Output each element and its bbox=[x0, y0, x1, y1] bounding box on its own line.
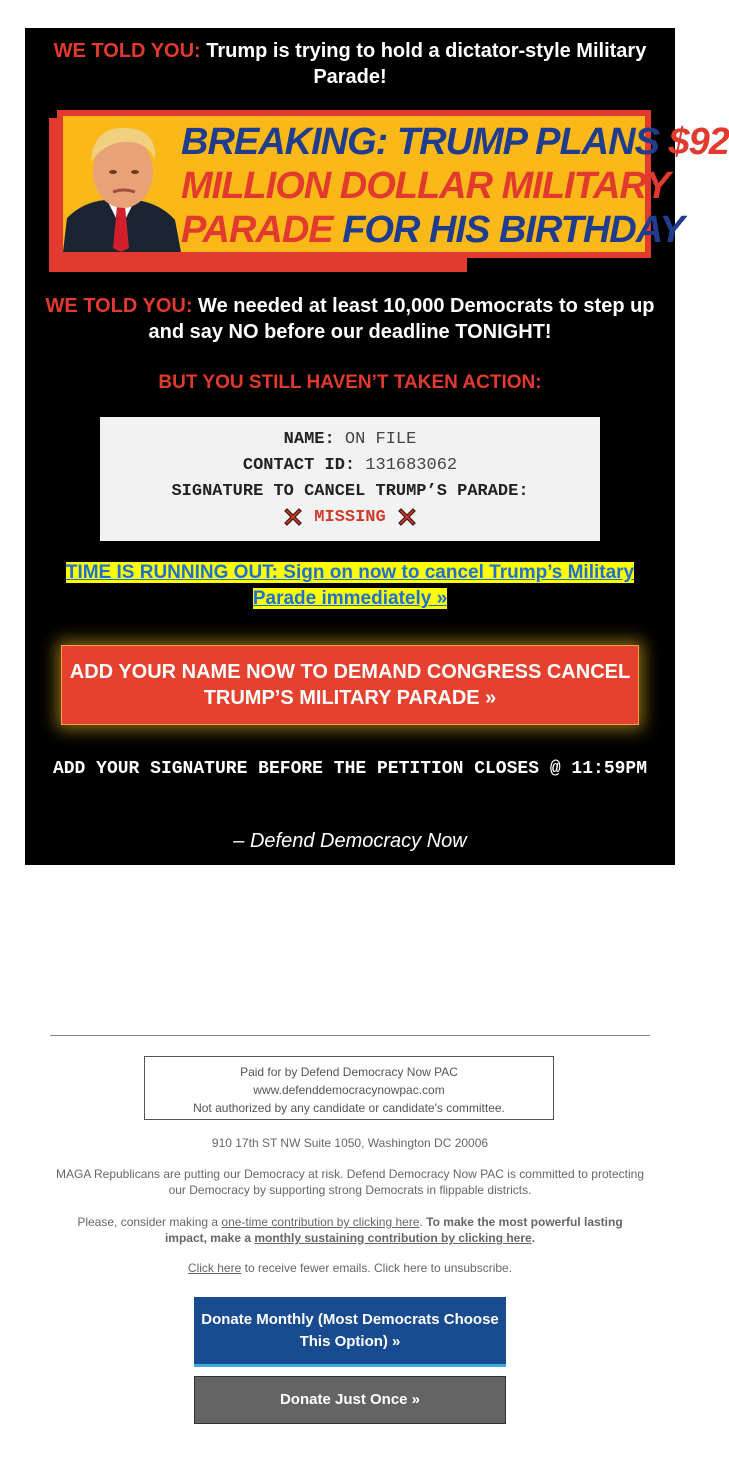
cross-mark-icon bbox=[282, 506, 304, 528]
sign-now-link[interactable]: TIME IS RUNNING OUT: Sign on now to cancel Trump’s Military Parade immediately » bbox=[65, 562, 635, 609]
contact-value: 131683062 bbox=[365, 456, 458, 475]
name-row bbox=[100, 427, 600, 453]
cross-mark-icon bbox=[396, 506, 418, 528]
contrib-end: . bbox=[531, 1231, 536, 1245]
signature-status: MISSING bbox=[314, 508, 386, 527]
told-you-text bbox=[25, 293, 675, 345]
email-body bbox=[25, 28, 729, 865]
signature-deadline-note: ADD YOUR SIGNATURE BEFORE THE PETITION CLOSES @ 11:59PM bbox=[52, 759, 648, 779]
contrib-pre: Please, consider making a bbox=[77, 1215, 222, 1229]
portrait-image bbox=[63, 116, 185, 252]
banner-headline bbox=[181, 120, 729, 252]
intro-text bbox=[25, 38, 675, 90]
breaking-banner bbox=[49, 110, 729, 272]
add-name-button[interactable]: ADD YOUR NAME NOW TO DEMAND CONGRESS CANCEL TRUMP’S MILITARY PARADE » bbox=[61, 645, 639, 725]
paid-for-text: Paid for by Defend Democracy Now PAC bbox=[240, 1065, 458, 1079]
mission-text: MAGA Republicans are putting our Democracy at risk. Defend Democracy Now PAC is committed to protecting our Democracy by supporting strong Democrats in flippable districts. bbox=[55, 1167, 644, 1197]
contact-label: CONTACT ID: bbox=[242, 456, 356, 475]
name-value: ON FILE bbox=[344, 430, 417, 449]
unsubscribe-body: to receive fewer emails. Click here to unsubscribe. bbox=[241, 1261, 513, 1275]
contrib-bold-text: To make the most powerful lasting impact, make a bbox=[164, 1215, 623, 1245]
signoff: – Defend Democracy Now bbox=[233, 830, 467, 852]
headline-line1-blue: BREAKING: TRUMP PLANS bbox=[181, 121, 669, 163]
cta-paragraph bbox=[35, 560, 665, 612]
told-you-prefix: WE TOLD YOU: bbox=[45, 295, 193, 317]
signature-status-row bbox=[100, 505, 600, 531]
action-heading: BUT YOU STILL HAVEN’T TAKEN ACTION: bbox=[158, 372, 542, 393]
headline-line2: MILLION DOLLAR MILITARY bbox=[181, 165, 670, 207]
donate-monthly-button[interactable]: Donate Monthly (Most Democrats Choose This Option) » bbox=[194, 1297, 506, 1367]
intro-prefix: WE TOLD YOU: bbox=[53, 40, 201, 62]
footer-divider bbox=[50, 1035, 650, 1036]
address-text: 910 17th ST NW Suite 1050, Washington DC 20006 bbox=[211, 1136, 489, 1150]
contrib-mid: . bbox=[419, 1215, 427, 1229]
fewer-emails-link[interactable]: Click here bbox=[187, 1261, 242, 1275]
contact-row bbox=[100, 453, 600, 479]
signature-row bbox=[100, 479, 600, 505]
monthly-contribution-link[interactable]: monthly sustaining contribution by clicking here bbox=[254, 1231, 532, 1245]
headline-line1-red: $92 bbox=[668, 121, 729, 163]
told-you-body: We needed at least 10,000 Democrats to step up and say NO before our deadline TONIGHT! bbox=[148, 295, 655, 343]
headline-line3-red: PARADE bbox=[181, 209, 343, 251]
paid-for-box bbox=[144, 1056, 554, 1120]
contribution-text bbox=[55, 1214, 645, 1246]
one-time-contribution-link[interactable]: one-time contribution by clicking here bbox=[221, 1215, 420, 1229]
headline-line3-blue: FOR HIS BIRTHDAY bbox=[342, 209, 684, 251]
donate-once-button[interactable]: Donate Just Once » bbox=[194, 1376, 506, 1424]
website-text: www.defenddemocracynowpac.com bbox=[253, 1083, 445, 1097]
signature-label: SIGNATURE TO CANCEL TRUMP’S PARADE: bbox=[171, 482, 529, 501]
intro-body: Trump is trying to hold a dictator-style Military Parade! bbox=[200, 40, 647, 88]
file-status-box bbox=[100, 417, 600, 541]
not-authorized-text: Not authorized by any candidate or candidate's committee. bbox=[193, 1101, 505, 1115]
name-label: NAME: bbox=[283, 430, 335, 449]
unsubscribe-text bbox=[55, 1260, 645, 1276]
